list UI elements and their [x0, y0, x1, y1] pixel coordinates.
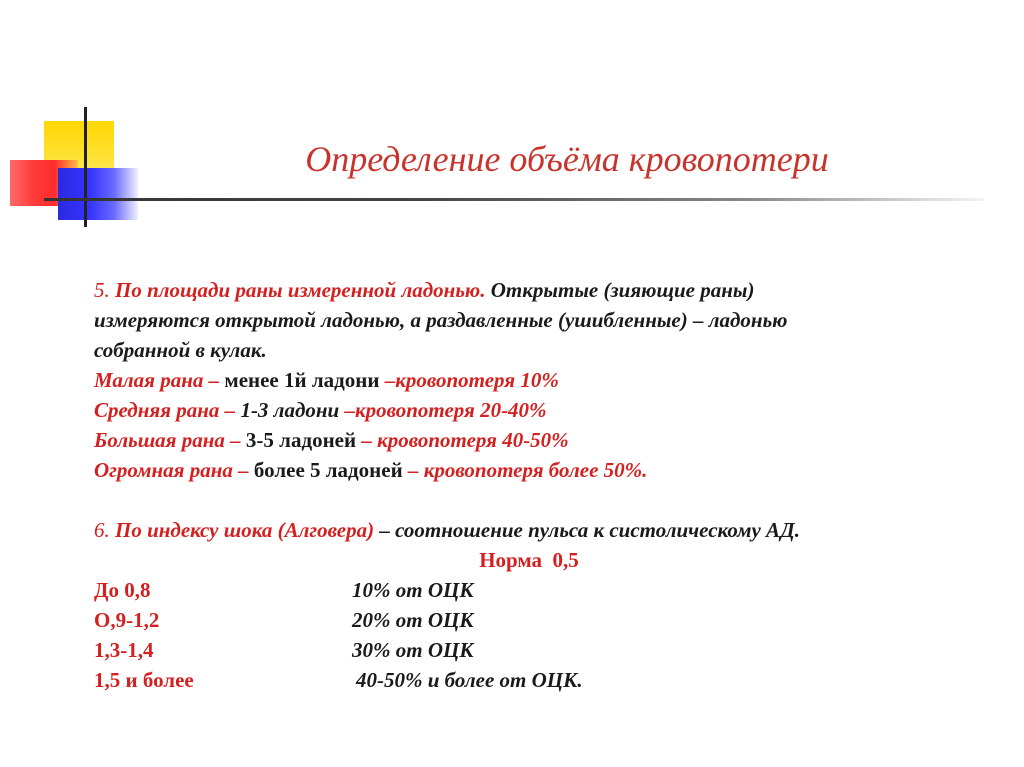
shock-index-loss: 20% от ОЦК	[352, 608, 474, 632]
slide-title: Определение объёма кровопотери	[305, 139, 829, 179]
slide-body	[94, 275, 974, 695]
section5-line3: собранной в кулак.	[94, 338, 267, 362]
norm-value: 0,5	[552, 548, 579, 572]
shock-index-loss: 10% от ОЦК	[352, 578, 474, 602]
shock-index-row	[94, 635, 974, 665]
wound-loss: – кровопотеря более 50%	[407, 458, 643, 482]
wound-label: Большая рана –	[94, 428, 241, 452]
norm-line	[94, 545, 964, 575]
shock-index-row	[94, 575, 974, 605]
section5-number: 5.	[94, 278, 110, 302]
wound-loss: –кровопотеря 20-40%	[344, 398, 547, 422]
wound-label: Малая рана –	[94, 368, 220, 392]
shock-index-value: 1,5 и более	[94, 668, 194, 692]
shock-index-value: О,9-1,2	[94, 608, 160, 632]
wound-row-small	[94, 365, 974, 395]
shock-index-loss: 40-50% и более от ОЦК.	[356, 668, 583, 692]
section5-heading: По площади раны измеренной ладонью.	[109, 278, 486, 302]
section6-number: 6.	[94, 518, 110, 542]
wound-palms: 3-5 ладоней	[240, 428, 362, 452]
section5-line2: измеряются открытой ладонью, а раздавленные (ушибленные) – ладонью	[94, 308, 788, 332]
wound-label: Огромная рана –	[94, 458, 249, 482]
shock-index-row	[94, 605, 974, 635]
wound-label: Средняя рана –	[94, 398, 236, 422]
wound-palms: 1-3 ладони	[235, 398, 345, 422]
wound-row-large	[94, 425, 974, 455]
section5-line1	[94, 275, 974, 305]
section6-text: – соотношение пульса к систолическому АД.	[374, 518, 800, 542]
wound-palms: более 5 ладоней	[248, 458, 408, 482]
wound-loss: – кровопотеря 40-50%	[361, 428, 569, 452]
wound-loss: –кровопотеря 10%	[384, 368, 559, 392]
wound-tail: .	[642, 458, 648, 482]
shock-index-loss: 30% от ОЦК	[352, 638, 474, 662]
shock-index-value: 1,3-1,4	[94, 638, 154, 662]
wound-palms: менее 1й ладони	[219, 368, 385, 392]
wound-row-huge	[94, 455, 974, 485]
shock-index-value: До 0,8	[94, 578, 151, 602]
section-spacer	[94, 485, 974, 515]
section5-text1: Открытые (зияющие раны)	[485, 278, 755, 302]
wound-row-medium	[94, 395, 974, 425]
horizontal-rule-decoration	[44, 198, 984, 201]
section6-heading: По индексу шока (Алговера)	[109, 518, 375, 542]
norm-label: Норма	[479, 548, 543, 572]
section6-line1	[94, 515, 974, 545]
shock-index-row	[94, 665, 974, 695]
